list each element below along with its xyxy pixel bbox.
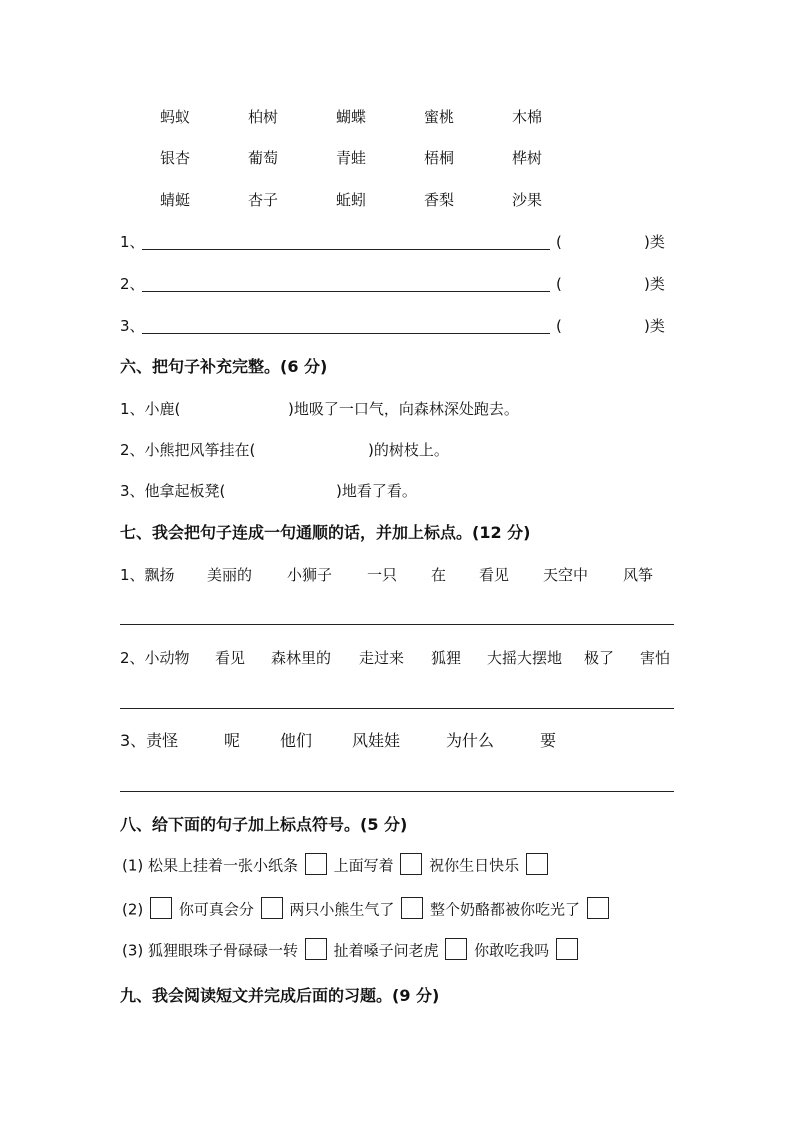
punctuation-box[interactable] xyxy=(526,853,548,875)
s7-word: 在 xyxy=(431,566,447,584)
classify-paren-open: ( xyxy=(556,275,562,293)
s7-word: 要 xyxy=(540,731,557,750)
s7-word: 小狮子 xyxy=(287,566,333,584)
grid-word: 葡萄 xyxy=(248,149,279,167)
s7-word: 走过来 xyxy=(359,649,405,667)
s6-item-1-post: )地吸了一口气，向森林深处跑去。 xyxy=(288,400,519,418)
s7-word: 2、小动物 xyxy=(120,649,190,667)
section-8-title: 八、给下面的句子加上标点符号。(5 分) xyxy=(120,815,408,834)
grid-word: 柏树 xyxy=(248,108,279,126)
s8-text: 扯着嗓子问老虎 xyxy=(333,941,439,960)
classify-paren-close: )类 xyxy=(644,233,665,251)
s7-word: 为什么 xyxy=(446,731,495,750)
grid-word: 杏子 xyxy=(248,191,279,209)
punctuation-box[interactable] xyxy=(556,938,578,960)
s7-word: 他们 xyxy=(280,731,313,750)
grid-word: 蚯蚓 xyxy=(336,191,367,209)
s8-text: 你敢吃我吗 xyxy=(474,941,550,960)
grid-word: 青蛙 xyxy=(336,149,367,167)
section-9-title: 九、我会阅读短文并完成后面的习题。(9 分) xyxy=(120,986,440,1005)
answer-line[interactable] xyxy=(142,249,550,250)
s7-word: 3、责怪 xyxy=(120,731,179,750)
s6-item-2-pre: 2、小熊把风筝挂在( xyxy=(120,441,256,459)
answer-line[interactable] xyxy=(142,291,550,292)
s6-item-3-post: )地看了看。 xyxy=(336,482,417,500)
s8-row-3 xyxy=(122,938,580,963)
s6-item-3-pre: 3、他拿起板凳( xyxy=(120,482,226,500)
grid-word: 银杏 xyxy=(160,149,191,167)
punctuation-box[interactable] xyxy=(305,938,327,960)
punctuation-box[interactable] xyxy=(261,897,283,919)
s6-item-2-post: )的树枝上。 xyxy=(368,441,449,459)
s8-text: 整个奶酪都被你吃光了 xyxy=(429,900,580,919)
s7-word: 森林里的 xyxy=(271,649,332,667)
s7-word: 风娃娃 xyxy=(352,731,401,750)
s8-text: 两只小熊生气了 xyxy=(289,900,395,919)
s8-text: 祝你生日快乐 xyxy=(429,856,520,875)
punctuation-box[interactable] xyxy=(150,897,172,919)
classify-number: 1、 xyxy=(120,233,145,251)
section-6-title: 六、把句子补充完整。(6 分) xyxy=(120,357,328,376)
punctuation-box[interactable] xyxy=(401,897,423,919)
s7-word: 呢 xyxy=(224,731,241,750)
punctuation-box[interactable] xyxy=(445,938,467,960)
answer-line[interactable] xyxy=(120,624,674,625)
grid-word: 沙果 xyxy=(512,191,543,209)
grid-word: 蚂蚁 xyxy=(160,108,191,126)
s7-word: 美丽的 xyxy=(207,566,253,584)
punctuation-box[interactable] xyxy=(305,853,327,875)
grid-word: 梧桐 xyxy=(424,149,455,167)
s8-text: (1) 松果上挂着一张小纸条 xyxy=(122,856,299,875)
s7-word: 看见 xyxy=(215,649,246,667)
answer-line[interactable] xyxy=(120,708,674,709)
classify-paren-close: )类 xyxy=(644,317,665,335)
s7-word: 极了 xyxy=(584,649,615,667)
grid-word: 木棉 xyxy=(512,108,543,126)
s8-text: 你可真会分 xyxy=(178,900,254,919)
s7-word: 天空中 xyxy=(543,566,589,584)
s7-word: 一只 xyxy=(367,566,398,584)
punctuation-box[interactable] xyxy=(400,853,422,875)
classify-number: 2、 xyxy=(120,275,145,293)
punctuation-box[interactable] xyxy=(587,897,609,919)
s7-word: 大摇大摆地 xyxy=(487,649,563,667)
s8-text: 上面写着 xyxy=(333,856,394,875)
answer-line[interactable] xyxy=(120,791,674,792)
s7-word: 狐狸 xyxy=(431,649,462,667)
grid-word: 蝴蝶 xyxy=(336,108,367,126)
s6-item-1-pre: 1、小鹿( xyxy=(120,400,181,418)
grid-word: 桦树 xyxy=(512,149,543,167)
s7-word: 害怕 xyxy=(640,649,671,667)
grid-word: 蜻蜓 xyxy=(160,191,191,209)
classify-paren-close: )类 xyxy=(644,275,665,293)
s8-row-1 xyxy=(122,853,550,878)
s7-word: 看见 xyxy=(479,566,510,584)
classify-paren-open: ( xyxy=(556,317,562,335)
grid-word: 蜜桃 xyxy=(424,108,455,126)
s7-word: 风筝 xyxy=(623,566,654,584)
answer-line[interactable] xyxy=(142,333,550,334)
s8-text: (2) xyxy=(122,900,144,919)
s8-row-2 xyxy=(122,897,611,922)
classify-paren-open: ( xyxy=(556,233,562,251)
s8-text: (3) 狐狸眼珠子骨碌碌一转 xyxy=(122,941,299,960)
grid-word: 香梨 xyxy=(424,191,455,209)
classify-number: 3、 xyxy=(120,317,145,335)
section-7-title: 七、我会把句子连成一句通顺的话，并加上标点。(12 分) xyxy=(120,523,531,542)
s7-word: 1、飘扬 xyxy=(120,566,175,584)
